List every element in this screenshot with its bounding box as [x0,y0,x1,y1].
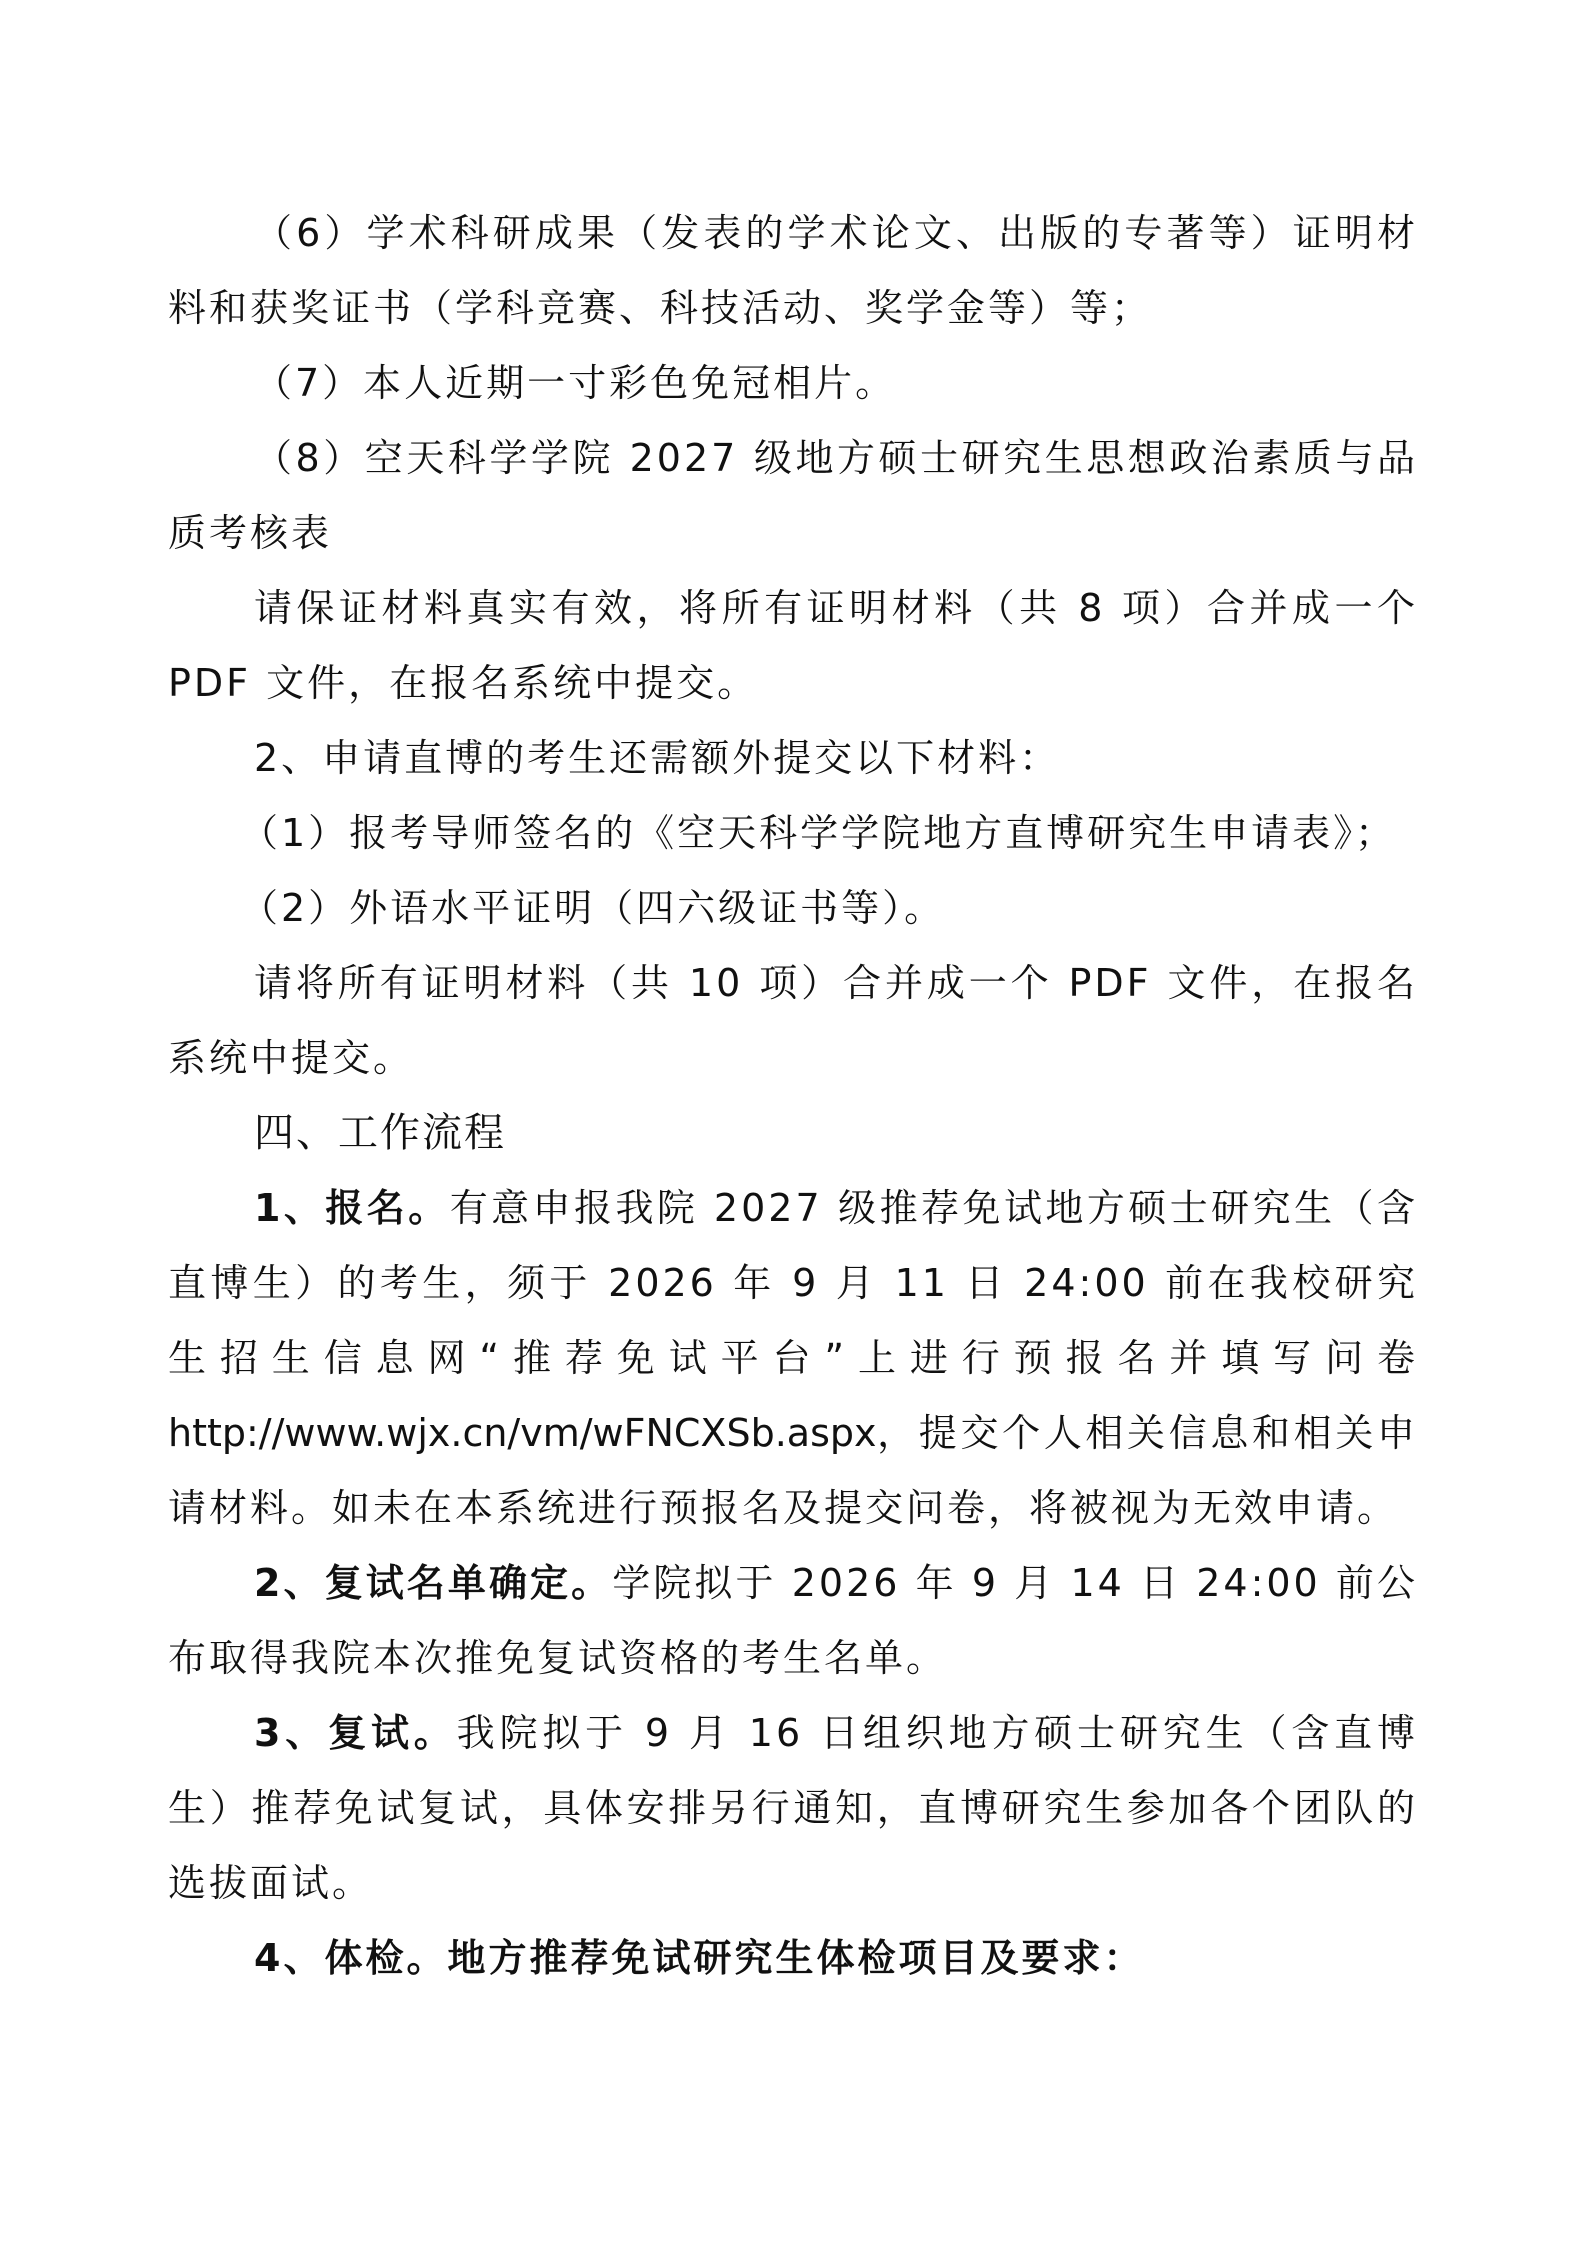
step-label: 4、体检。 [254,1936,448,1980]
document-body [168,196,1418,1996]
step-label: 1、报名。 [254,1186,450,1230]
direct-phd-intro: 2、申请直博的考生还需额外提交以下材料： [254,736,1061,780]
workflow-step-list-confirmation [168,1546,1418,1696]
step-label: 2、复试名单确定。 [254,1561,613,1605]
direct-phd-item-2: （2）外语水平证明（四六级证书等）。 [240,886,946,930]
material-item-6: （6）学术科研成果（发表的学术论文、出版的专著等）证明材料和获奖证书（学科竞赛、科技活动、奖学金等）等； [168,211,1418,330]
questionnaire-link[interactable]: http://www.wjx.cn/vm/wFNCXSb.aspx [168,1411,877,1455]
step-text: 我院拟于 9 月 16 日组织地方硕士研究生（含直博生）推荐免试复试，具体安排另行通知，直博研究生参加各个团队的选拔面试。 [168,1711,1418,1905]
section-heading-workflow: 四、工作流程 [254,1110,506,1156]
direct-phd-item-1: （1）报考导师签名的《空天科学学院地方直博研究生申请表》； [240,811,1397,855]
submission-note-8-items: 请保证材料真实有效，将所有证明材料（共 8 项）合并成一个 PDF 文件，在报名系统中提交。 [168,586,1418,705]
material-item-7: （7）本人近期一寸彩色免冠相片。 [254,361,897,405]
workflow-step-reexamination [168,1696,1418,1921]
step-text: 地方推荐免试研究生体检项目及要求： [447,1936,1145,1980]
submission-note-10-items: 请将所有证明材料（共 10 项）合并成一个 PDF 文件，在报名系统中提交。 [168,961,1418,1080]
step-text: 学院拟于 2026 年 9 月 14 日 24:00 前公布取得我院本次推免复试资格的考生名单。 [168,1561,1418,1680]
step-text: 有意申报我院 2027 级推荐免试地方硕士研究生（含直博生）的考生，须于 2026 年 9 月 11 日 24:00 前在我校研究生招生信息网“推荐免试平台”上进行预报名并填写问卷 [168,1186,1418,1380]
step-label: 3、复试。 [254,1711,457,1755]
material-item-8: （8）空天科学学院 2027 级地方硕士研究生思想政治素质与品质考核表 [168,436,1418,555]
step-text-continued: ，提交个人相关信息和相关申请材料。如未在本系统进行预报名及提交问卷，将被视为无效申请。 [168,1411,1418,1530]
workflow-step-registration [168,1171,1418,1546]
workflow-step-physical-exam [168,1921,1418,1996]
